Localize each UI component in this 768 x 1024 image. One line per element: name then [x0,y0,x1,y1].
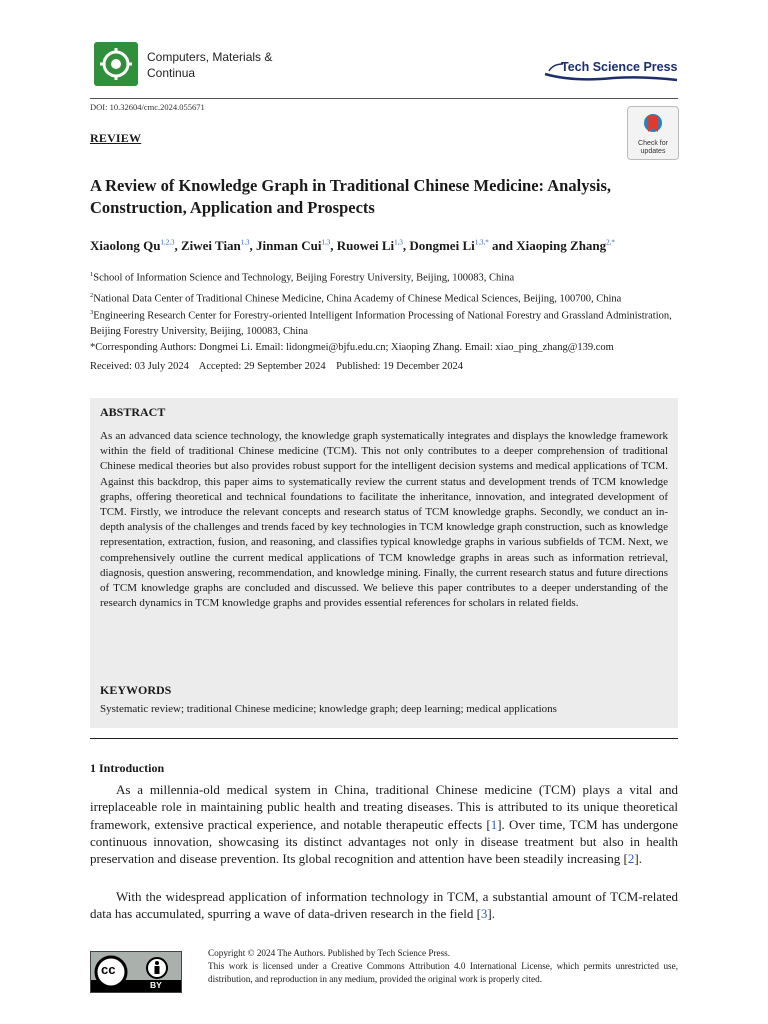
affiliation [90,267,680,286]
publisher-logo [543,58,679,84]
author-name[interactable]: Jinman Cui [256,238,322,253]
author-name[interactable]: Ziwei Tian [180,238,241,253]
doi[interactable]: DOI: 10.32604/cmc.2024.055671 [90,102,205,112]
intro-paragraph-2 [90,888,678,923]
intro-paragraph-1 [90,781,678,867]
author-affil-sup: 1,3 [321,238,331,247]
author-name[interactable]: Dongmei Li [409,238,475,253]
affiliation [90,305,680,339]
paragraph-text: With the widespread application of information technology in TCM, a substantial amount of TCM-related data has accumulated, spurring a wave of data-driven research in the field [ [90,889,678,922]
author-list: Xiaolong Qu$^{1,2,3}$, Ziwei Tian$^{1,3}$, Jinman Cui$^{1,3}$, Ruowei Li$^{1,3}$, Dongmei $Li^{1,3,*}$ and Xiaoping Zhang$^{2,*}$ [90,238,615,253]
header-rule [90,98,678,99]
corresponding-authors: *Corresponding Authors: Dongmei Li. Email: lidongmei@bjfu.edu.cn; Xiaoping Zhang. Email: xiao_ping_zhang@139.com [90,342,614,353]
journal-name-line2: Continua [147,66,196,80]
journal-logo [94,42,138,86]
check-updates-line2: updates [640,148,666,155]
paragraph-text: ]. [487,906,496,922]
affiliation-number: 2 [90,292,94,299]
affiliation-text: Engineering Research Center for Forestry-oriented Intelligent Information Processing of National Forestry and Grassland Administration, Beijing Forestry University, Beijing, 100083, China [90,310,672,337]
affiliation-number: 1 [90,271,94,278]
author-name[interactable]: Ruowei Li [336,238,395,253]
section-heading: 1 Introduction [90,761,165,775]
license-footer [208,947,678,986]
abstract-heading: ABSTRACT [100,405,166,419]
paragraph-text: As a millennia-old medical system in China, traditional Chinese medicine (TCM) plays a vital and irreplaceable role in maintaining public health and treating diseases. This is attributed to its unique theoretical framework, extensive practical experience, and notable therapeutic effects [ [90,782,678,832]
affiliation-text: School of Information Science and Technology, Beijing Forestry University, Beijing, 100083, China [93,272,515,284]
author-affil-sup: 1,3 [394,238,403,247]
author-name[interactable]: Xiaoping Zhang [516,238,607,253]
citation-link[interactable]: 1 [490,816,498,832]
paragraph-text: ]. Over time, TCM has undergone continuous innovation, showcasing its distinct advantages not only in disease treatment but also in health preservation and disease prevention. Its global recognition and attention have been steadily increasing [ [90,816,679,867]
paragraph-text: ]. [634,851,642,867]
publication-dates: Received: 03 July 2024 Accepted: 29 September 2024 Published: 19 December 2024 [90,361,463,372]
bookmark-icon [643,113,663,137]
check-for-updates-button[interactable] [627,106,679,160]
article-type: REVIEW [90,131,142,145]
author-affil-sup: 1,3,* [474,238,489,247]
keywords-heading: KEYWORDS [100,683,172,697]
affiliation-text: National Data Center of Traditional Chinese Medicine, China Academy of Chinese Medical Sciences, Beijing, 100700, China [93,293,622,305]
affiliation [90,288,680,307]
section-rule [90,738,678,739]
abstract-text: As an advanced data science technology, the knowledge graph systematically integrates and displays the knowledge framework within the field of traditional Chinese medicine (TCM). This not only contributes to a deeper comprehension of traditional Chinese medical theories but also provides robust support for the intelligent decision systems and medical applications of TCM. Against this backdrop, this paper aims to systematically review the current status and development trends of TCM knowledge graphs, offering theoretical and technical foundations to facilitate the inheritance, innovation, and integrated development of TCM. Firstly, we introduce the relevant concepts and research status of TCM knowledge graphs. Secondly, we conduct an in-depth analysis of the challenges and trends faced by key technologies in TCM knowledge graph construction, such as knowledge representation, extraction, fusion, and reasoning, and classifies typical knowledge graphs in various subfields of TCM. Next, we comprehensively outline the current medical applications of TCM knowledge graphs in areas such as information retrieval, diagnosis, question answering, recommendation, and knowledge mining. Finally, the current research status and future directions of TCM knowledge graphs are concluded and discussed. We believe this paper contributes to a deeper understanding of the research dynamics in TCM knowledge graphs and provides essential references for scholars in related fields. [100,430,668,610]
author-affil-sup: 1,2,3 [160,238,175,247]
author-name[interactable]: Xiaolong Qu [90,238,161,253]
publisher-name: Tech Science Press [561,60,678,74]
keywords-text: Systematic review; traditional Chinese medicine; knowledge graph; deep learning; medical applications [100,703,557,715]
author-affil-sup: 2,* [606,238,615,247]
license-text[interactable]: This work is licensed under a Creative Commons Attribution 4.0 International License, which permits unrestricted use, distribution, and reproduction in any medium, provided the original work is properly cited. [208,961,678,984]
copyright-line: Copyright © 2024 The Authors. Published by Tech Science Press. [208,948,451,958]
check-updates-line1: Check for [638,140,668,147]
cc-icon: cc [101,962,116,977]
author-affil-sup: 1,3 [240,238,250,247]
citation-link[interactable]: 2 [627,851,635,867]
affiliation-number: 3 [90,309,94,316]
journal-name [147,49,287,81]
by-icon: BY [150,980,162,990]
cc-by-license-badge[interactable] [90,951,182,993]
paper-title: A Review of Knowledge Graph in Traditional Chinese Medicine: Analysis, Construction, Application and Prospects [90,176,611,217]
journal-name-line1: Computers, Materials & [147,50,273,64]
citation-link[interactable]: 3 [480,906,488,922]
